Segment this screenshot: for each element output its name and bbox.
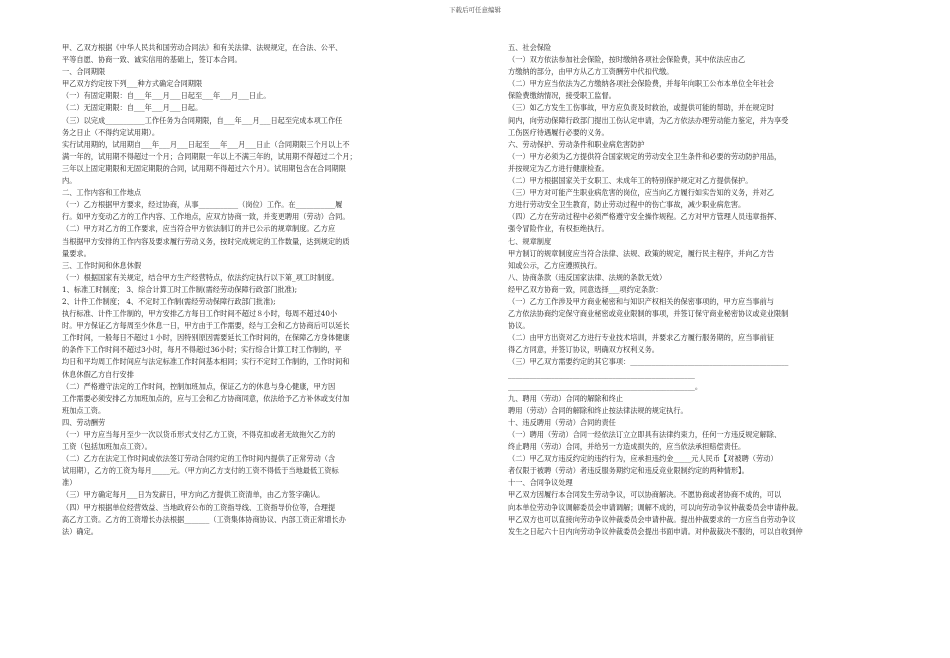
text-line: 量要求。 bbox=[62, 248, 91, 258]
text-line: （一）根据国家有关规定，结合甲方生产经营特点，依法约定执行以下第_项工时制度。 bbox=[62, 272, 339, 282]
text-line: 2、计件工作制度； 4、不定时工作制(需经劳动保障行政部门批准); bbox=[62, 296, 276, 306]
text-line: 七、规章制度 bbox=[508, 236, 552, 246]
text-line: 保险费缴纳情况，接受职工监督。 bbox=[508, 91, 616, 101]
text-line: 三年以上固定期限和无固定期限的合同，试用期不得超过六个月）。试用期包含在合同期限 bbox=[62, 163, 346, 173]
text-line: 的条件下工作时间不超过3小时，每月不得超过36小时；实行综合计算工时工作制的，平 bbox=[62, 345, 342, 355]
text-line: 乙方依法协商约定保守商业秘密或竞业限制的事项，并签订保守商业秘密协议或竞业限制 bbox=[508, 309, 789, 319]
text-line: 六、劳动保护、劳动条件和职业病危害防护 bbox=[508, 139, 645, 149]
text-line: （三）如乙方发生工伤事故，甲方应负责及时救治，或提供可能的帮助，并在规定时 bbox=[508, 103, 774, 113]
text-line: 聘用（劳动）合同的解除和终止按法律法规的规定执行。 bbox=[508, 405, 688, 415]
text-line: （二）甲方根据国家关于女职工、未成年工的特别保护规定对乙方提供保护。 bbox=[508, 176, 753, 186]
text-line: 方缴纳的部分，由甲方从乙方工资酬劳中代扣代缴。 bbox=[508, 67, 674, 77]
text-line: （三）甲乙双方需要约定的其它事项：____________________________________________ bbox=[508, 357, 789, 367]
text-line: （三）甲方确定每月___日为发薪日，甲方向乙方提供工资清单，由乙方签字确认。 bbox=[62, 490, 325, 500]
text-line: （一）甲方应当每月至少一次以货币形式支付乙方工资，不得克扣或者无故拖欠乙方的 bbox=[62, 430, 336, 439]
text-line: 甲乙双方也可以直接向劳动争议仲裁委员会申请仲裁。提出仲裁要求的一方应当自劳动争议 bbox=[508, 514, 796, 524]
text-line: 方进行劳动安全卫生教育，防止劳动过程中的伤亡事故，减少职业病危害。 bbox=[508, 200, 746, 210]
text-line: 终止聘用（劳动）合同，并给另一方造成损失的，应当依法承担赔偿责任。 bbox=[508, 442, 746, 452]
text-line: 九、聘用（劳动）合同的解除和终止 bbox=[508, 393, 624, 403]
text-line: （一）双方依法参加社会保险，按时缴纳各项社会保险费，其中依法应由乙 bbox=[508, 55, 746, 65]
text-line: 班加点工资。 bbox=[62, 405, 106, 415]
text-line: 向本单位劳动争议调解委员会申请调解；调解不成的，可以向劳动争议仲裁委员会申请仲裁。 bbox=[508, 502, 803, 512]
text-line: 十一、合同争议处理 bbox=[508, 478, 573, 488]
text-line: 十、违反聘用（劳动）合同的责任 bbox=[508, 417, 616, 427]
text-line: 二、工作内容和工作地点 bbox=[62, 188, 142, 198]
text-line: 满一年的，试用期不得超过一个月；合同期限一年以上不满三年的，试用期不得超过二个月； bbox=[62, 151, 357, 161]
text-line: 务之日止（不得约定试用期）。 bbox=[62, 127, 160, 137]
text-line: 高乙方工资。乙方的工资增长办法根据_______（工资集体协商协议、内部工资正常增长办 bbox=[62, 514, 346, 524]
text-line: （一）甲方必须为乙方提供符合国家规定的劳动安全卫生条件和必要的劳动防护用品， bbox=[508, 151, 782, 161]
text-line: （四）乙方在劳动过程中必须严格遵守安全操作规程。乙方对甲方管理人员违章指挥、 bbox=[508, 212, 782, 222]
text-line: （一）聘用（劳动）合同一经依法订立立即具有法律约束力，任何一方违反规定解除、 bbox=[508, 430, 782, 439]
left-column bbox=[62, 42, 414, 652]
text-line: 甲、乙双方根据《中华人民共和国劳动合同法》和有关法律、法规规定，在合法、公平、 bbox=[62, 43, 343, 52]
text-line: 试用期），乙方的工资为每月_____元。（甲方向乙方支付的工资不得低于当地最低工资标 bbox=[62, 466, 339, 476]
text-line: 内。 bbox=[62, 176, 77, 186]
text-line: 工资（包括加班加点工资）。 bbox=[62, 442, 152, 452]
text-line: 工作需要必须安排乙方加班加点的，应与工会和乙方协商同意，依法给予乙方补休或支付加 bbox=[62, 393, 350, 403]
text-line: 八、协商条款（违反国家法律、法规的条款无效） bbox=[508, 272, 667, 282]
text-line: 三、工作时间和休息休假 bbox=[62, 260, 142, 270]
text-line: 工伤医疗待遇履行必要的义务。 bbox=[508, 127, 609, 137]
text-line: 均日和平均周工作时间应与法定标准工作时间基本相同；实行不定时工作制的，工作时间和 bbox=[62, 357, 350, 367]
text-line: （二）乙方在法定工作时间或依法签订劳动合同约定的工作时间内提供了正常劳动（含 bbox=[62, 454, 336, 464]
text-line: 并按规定为乙方进行健康检查。 bbox=[508, 163, 609, 173]
text-line: 得乙方同意，并签订协议，明确双方权利义务。 bbox=[508, 345, 659, 355]
text-line: 法）确定。 bbox=[62, 526, 98, 536]
text-line: 休息休假乙方自行安排 bbox=[62, 369, 134, 379]
text-line: 知或公示，乙方应遵照执行。 bbox=[508, 260, 602, 270]
text-line: （一）有固定期限：自___年___月___日起至___年___月___日止。 bbox=[62, 91, 271, 101]
text-line: （一）乙方工作涉及甲方商业秘密和与知识产权相关的保密事项的，甲方应当事前与 bbox=[508, 296, 774, 306]
text-line: （二）由甲方出资对乙方进行专业技术培训，并要求乙方履行服务期的，应当事前征 bbox=[508, 333, 774, 343]
text-line: （一）乙方根据甲方要求，经过协商，从事___________（岗位）工作。在___________履 bbox=[62, 200, 343, 210]
text-line: 五、社会保险 bbox=[508, 43, 552, 52]
text-line: 间内，向劳动保障行政部门提出工伤认定申请，为乙方依法办理劳动能力鉴定，并为享受 bbox=[508, 115, 789, 125]
page-header: 下载后可任意编辑 bbox=[449, 6, 501, 14]
text-line: 时。甲方保证乙方每周至少休息一日，甲方由于工作需要，经与工会和乙方协商后可以延长 bbox=[62, 321, 350, 331]
text-line: ____________________________________________________ bbox=[508, 369, 695, 379]
text-line: （三）甲方对可能产生职业病危害的岗位，应当向乙方履行如实告知的义务，并对乙 bbox=[508, 188, 774, 198]
text-line: 协议。 bbox=[508, 321, 530, 331]
text-line: 1、标准工时制度； 3、综合计算工时工作制(需经劳动保障行政部门批准); bbox=[62, 284, 298, 294]
text-line: 经甲乙双方协商一致，同意选择___项约定条款： bbox=[508, 284, 663, 294]
text-line: （四）甲方根据单位经营效益、当地政府公布的工资指导线、工资指导价位等，合理提 bbox=[62, 502, 336, 512]
text-line: 行。如甲方变动乙方的工作内容、工作地点，应双方协商一致，并变更聘用（劳动）合同。 bbox=[62, 212, 350, 222]
text-line: （三）以完成___________工作任务为合同期限，自___年___月___日起至完成本项工作任 bbox=[62, 115, 343, 125]
text-line: （二）严格遵守法定的工作时间，控制加班加点，保证乙方的休息与身心健康，甲方因 bbox=[62, 381, 336, 391]
text-line: 甲乙双方约定按下列___种方式确定合同期限 bbox=[62, 79, 203, 89]
text-line: 平等自愿、协商一致、诚实信用的基础上，签订本合同。 bbox=[62, 55, 242, 65]
text-line: 者仅限于被聘（劳动）者违反服务期约定和违反竞业限制约定的两种情形】。 bbox=[508, 466, 749, 476]
text-line: 一、合同期限 bbox=[62, 67, 106, 77]
right-column bbox=[508, 42, 875, 652]
text-line: （二）甲方应当依法为乙方缴纳各项社会保险费，并每年向职工公布本单位全年社会 bbox=[508, 79, 774, 89]
text-line: 甲方制订的规章制度应当符合法律、法规、政策的规定，履行民主程序，并向乙方告 bbox=[508, 248, 774, 258]
text-line: 强令冒险作业，有权拒绝执行。 bbox=[508, 224, 609, 234]
text-line: 实行试用期的，试用期自___年___月___日起至___年___月___日止（合同期限三个月以上不 bbox=[62, 139, 350, 149]
text-line: 甲乙双方因履行本合同发生劳动争议，可以协商解决。不愿协商或者协商不成的，可以 bbox=[508, 490, 782, 500]
text-line: 发生之日起六十日内向劳动争议仲裁委员会提出书面申请。对仲裁裁决不服的，可以自收到仲 bbox=[508, 526, 803, 536]
text-line: （二）甲乙双方违反约定的违约行为，应承担违约金_____元人民币【对被聘（劳动） bbox=[508, 454, 778, 464]
text-line: 准） bbox=[62, 478, 77, 488]
text-line: ____________________________________________________。 bbox=[508, 381, 703, 391]
text-line: 执行标准、计件工作制的，甲方安排乙方每日工作时间不超过８小时，每周不超过40小 bbox=[62, 309, 338, 319]
text-line: （二）无固定期限：自___年___月___日起。 bbox=[62, 103, 203, 113]
text-line: 工作时间，一般每日不超过１小时，因特别原因需要延长工作时间的，在保障乙方身体健康 bbox=[62, 333, 350, 343]
text-line: （二）甲方对乙方的工作要求，应当符合甲方依法制订的并已公示的规章制度。乙方应 bbox=[62, 224, 336, 234]
text-line: 当根据甲方安排的工作内容及要求履行劳动义务，按时完成规定的工作数量，达到规定的质 bbox=[62, 236, 350, 246]
text-line: 四、劳动酬劳 bbox=[62, 417, 106, 427]
